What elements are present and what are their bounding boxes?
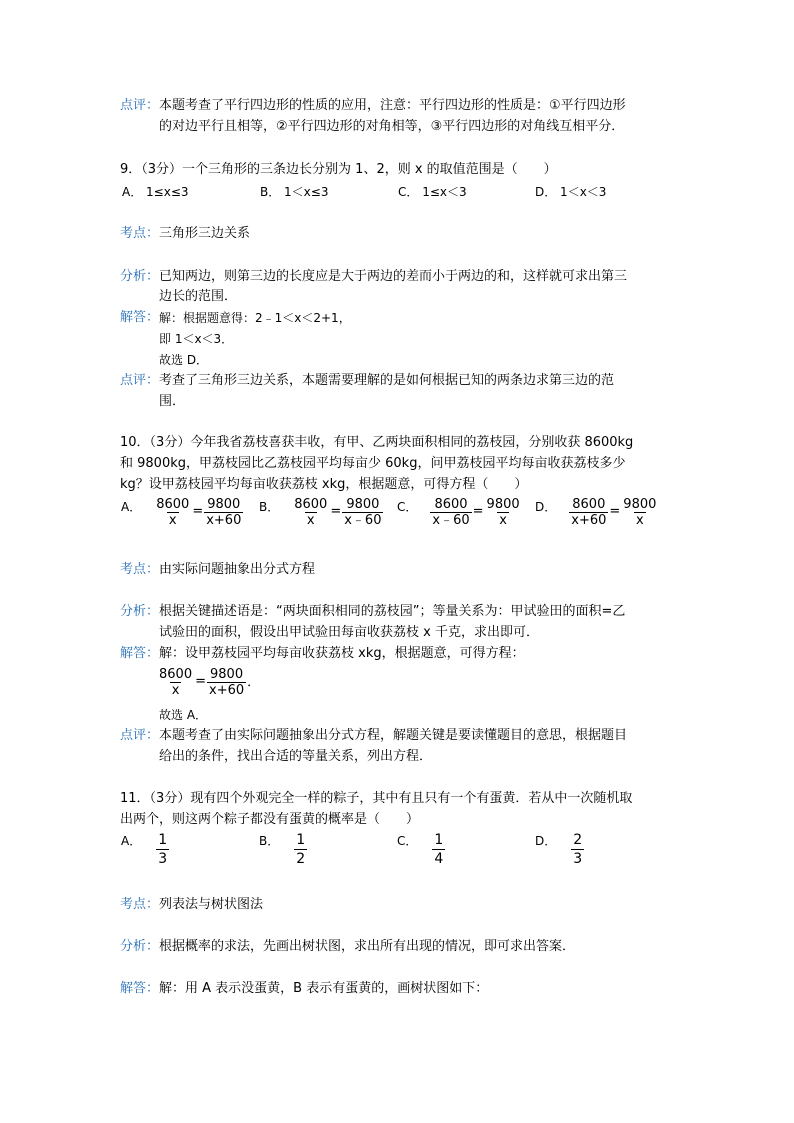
q9-fenxi-line2: 边长的范围．: [159, 289, 238, 304]
option-label: D．: [535, 834, 557, 848]
q9-jieda-label: 解答：: [120, 310, 160, 325]
q11-option-b: [258, 832, 307, 868]
q10-option-c: [396, 497, 522, 528]
fraction-right: $\frac{9800}{x+60}$: [206, 497, 242, 528]
fraction-right: $\frac{9800}{x}$: [486, 497, 520, 528]
q10-kaodian: 由实际问题抽象出分式方程: [159, 562, 316, 577]
q8-comment-label: 点评：: [120, 98, 160, 113]
equals-sign: =: [192, 504, 204, 519]
q8-comment-line2: 的对边平行且相等，②平行四边形的对角相等，③平行四边形的对角线互相平分．: [159, 119, 625, 134]
q9-dianping-label: 点评：: [120, 373, 160, 388]
q10-option-a: [120, 497, 243, 528]
q9-option-a: A． 1≤x≤3: [122, 185, 189, 199]
q9-option-d: D． 1＜x＜3: [535, 185, 607, 199]
q10-jieda-equation: [157, 667, 261, 698]
q9-stem: 9．（3分）一个三角形的三条边长分别为 1、2，则 x 的取值范围是（ ）: [120, 162, 557, 177]
q9-kaodian-label: 考点：: [120, 226, 160, 241]
q9-dianping-line2: 围．: [159, 394, 186, 409]
q10-kaodian-label: 考点：: [120, 562, 160, 577]
fraction-left: $\frac{8600}{x}$: [294, 497, 328, 528]
q11-option-a: [120, 832, 169, 868]
fraction-left: $\frac{8600}{x+60}$: [571, 497, 607, 528]
q10-stem-line2: 和 9800kg，甲荔枝园比乙荔枝园平均每亩少 60kg，问甲荔枝园平均每亩收获荔枝多少: [120, 456, 626, 471]
fraction: 1 3: [158, 832, 168, 867]
option-label: C．: [397, 500, 418, 514]
fraction-left: $\frac{8600}{x}$: [159, 667, 193, 698]
q9-jieda-line1: 解：根据题意得：2﹣1＜x＜2+1，: [159, 311, 351, 325]
option-label: D．: [535, 500, 557, 514]
fraction-left: $\frac{8600}{x}$: [156, 497, 190, 528]
q10-stem-line1: 10．（3分）今年我省荔枝喜获丰收，有甲、乙两块面积相同的荔枝园，分别收获 8600kg: [120, 435, 634, 450]
q10-fenxi-line1: 根据关键描述语是：“两块面积相同的荔枝园”；等量关系为：甲试验田的面积=乙: [159, 604, 626, 619]
option-label: C．: [397, 834, 418, 848]
q11-fenxi-line1: 根据概率的求法，先画出树状图，求出所有出现的情况，即可求出答案．: [159, 939, 576, 954]
equals-sign: =: [472, 504, 484, 519]
q10-dianping-line2: 给出的条件，找出合适的等量关系，列出方程．: [159, 749, 433, 764]
q10-dianping-line1: 本题考查了由实际问题抽象出分式方程，解题关键是要读懂题目的意思，根据题目: [159, 728, 628, 743]
q11-option-c: [396, 832, 445, 868]
q10-option-d: [534, 497, 658, 528]
option-label: B．: [259, 834, 280, 848]
q10-option-b: [258, 497, 383, 528]
q11-stem-line2: 出两个，则这两个粽子都没有蛋黄的概率是（ ）: [120, 812, 420, 827]
q11-fenxi-label: 分析：: [120, 939, 160, 954]
q9-option-b: B． 1＜x≤3: [260, 185, 329, 199]
q11-kaodian: 列表法与树状图法: [159, 897, 264, 912]
fraction-left: $\frac{8600}{x﹣60}$: [432, 497, 470, 528]
option-label: A．: [121, 834, 142, 848]
q11-kaodian-label: 考点：: [120, 897, 160, 912]
q8-comment-line1: 本题考查了平行四边形的性质的应用，注意：平行四边形的性质是：①平行四边形: [159, 98, 626, 113]
option-label: B．: [259, 500, 280, 514]
option-label: A．: [121, 500, 142, 514]
equals-sign: =: [195, 674, 206, 689]
q10-dianping-label: 点评：: [120, 728, 160, 743]
q9-jieda-line3: 故选 D．: [159, 353, 209, 367]
equals-sign: =: [330, 504, 342, 519]
q10-stem-line3: kg？设甲荔枝园平均每亩收获荔枝 xkg，根据题意，可得方程（ ）: [120, 477, 528, 492]
fraction: 1 4: [434, 832, 444, 867]
q10-fenxi-line2: 试验田的面积，假设出甲试验田每亩收获荔枝 x 千克，求出即可．: [159, 625, 539, 640]
q11-option-d: [534, 832, 584, 868]
q10-jieda-line1: 解：设甲荔枝园平均每亩收获荔枝 xkg，根据题意，可得方程：: [159, 646, 525, 661]
q9-fenxi-label: 分析：: [120, 269, 160, 284]
q9-kaodian: 三角形三边关系: [159, 226, 251, 241]
q9-dianping-line1: 考查了三角形三边关系，本题需要理解的是如何根据已知的两条边求第三边的范: [159, 373, 615, 388]
q11-jieda-line1: 解：用 A 表示没蛋黄，B 表示有蛋黄的，画树状图如下：: [159, 981, 489, 996]
q11-stem-line1: 11．（3分）现有四个外观完全一样的粽子，其中有且只有一个有蛋黄．若从中一次随机取: [120, 791, 633, 806]
q10-jieda-line3: 故选 A．: [159, 708, 208, 722]
fraction-right: $\frac{9800}{x}$: [623, 497, 657, 528]
fraction-right: $\frac{9800}{x+60}$: [209, 667, 245, 698]
q10-fenxi-label: 分析：: [120, 604, 160, 619]
q10-jieda-label: 解答：: [120, 646, 160, 661]
q9-jieda-line2: 即 1＜x＜3．: [159, 332, 234, 346]
q9-option-c: C． 1≤x＜3: [398, 185, 467, 199]
q9-fenxi-line1: 已知两边，则第三边的长度应是大于两边的差而小于两边的和，这样就可求出第三: [159, 269, 628, 284]
fraction: 1 2: [296, 832, 306, 867]
fraction: 2 3: [573, 832, 583, 867]
q11-jieda-label: 解答：: [120, 981, 160, 996]
fraction-right: $\frac{9800}{x﹣60}$: [344, 497, 382, 528]
period: ．: [247, 675, 261, 690]
equals-sign: =: [609, 504, 621, 519]
